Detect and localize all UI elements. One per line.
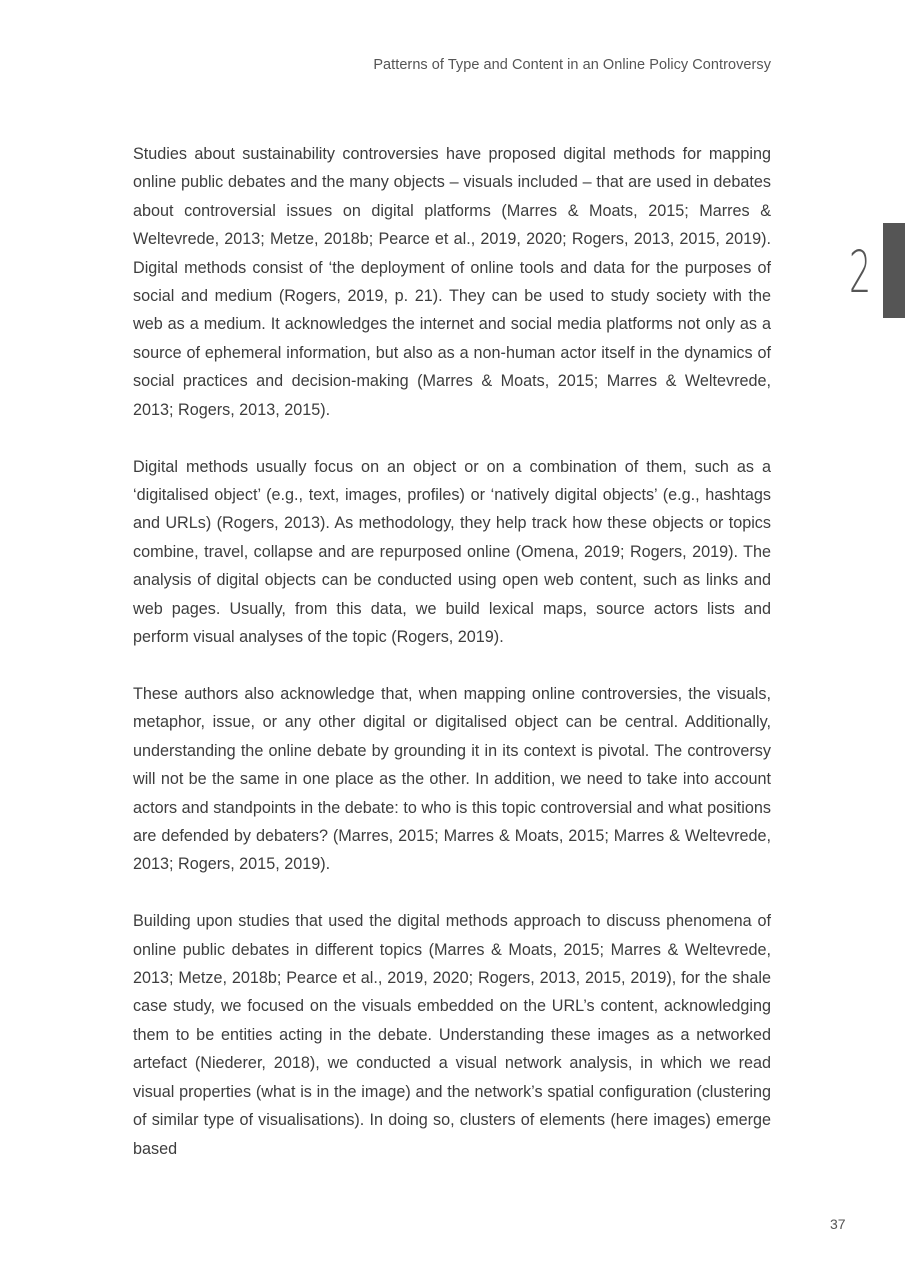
paragraph: Studies about sustainability controversies have proposed digital methods for mapping online public debates and the many objects – visuals included – that are used in debates about controversial issues on digital platforms (Marres & Moats, 2015; Marres & Weltevrede, 2013; Metze, 2018b; Pearce et al., 2019, 2020; Rogers, 2013, 2015, 2019). Digital methods consist of ‘the deployment of online tools and data for the purposes of social and medium (Rogers, 2019, p. 21). They can be used to study society with the web as a medium. It acknowledges the internet and social media platforms not only as a source of ephemeral information, but also as a non-human actor itself in the dynamics of social practices and decision-making (Marres & Moats, 2015; Marres & Weltevrede, 2013; Rogers, 2013, 2015). <box>133 145 771 419</box>
chapter-number: 2 <box>849 238 872 306</box>
body-text <box>133 140 771 1191</box>
paragraph: Building upon studies that used the digital methods approach to discuss phenomena of online public debates in different topics (Marres & Moats, 2015; Marres & Weltevrede, 2013; Metze, 2018b; Pearce et al., 2019, 2020; Rogers, 2013, 2015, 2019), for the shale case study, we focused on the visuals embedded on the URL’s content, acknowledging them to be entities acting in the debate. Understanding these images as a networked artefact (Niederer, 2018), we conducted a visual network analysis, in which we read visual properties (what is in the image) and the network’s spatial configuration (clustering of similar type of visualisations). In doing so, clusters of elements (here images) emerge based <box>133 912 771 1158</box>
running-header: Patterns of Type and Content in an Online Policy Controversy <box>373 57 771 73</box>
chapter-tab <box>883 223 905 318</box>
paragraph: Digital methods usually focus on an object or on a combination of them, such as a ‘digitalised object’ (e.g., text, images, profiles) or ‘natively digital objects’ (e.g., hashtags and URLs) (Rogers, 2013). As methodology, they help track how these objects or topics combine, travel, collapse and are repurposed online (Omena, 2019; Rogers, 2019). The analysis of digital objects can be conducted using open web content, such as links and web pages. Usually, from this data, we build lexical maps, source actors lists and perform visual analyses of the topic (Rogers, 2019). <box>133 457 771 646</box>
page-number: 37 <box>830 1216 846 1232</box>
paragraph: These authors also acknowledge that, when mapping online controversies, the visuals, metaphor, issue, or any other digital or digitalised object can be central. Additionally, understanding the online debate by grounding it in its context is pivotal. The controversy will not be the same in one place as the other. In addition, we need to take into account actors and standpoints in the debate: to who is this topic controversial and what positions are defended by debaters? (Marres, 2015; Marres & Moats, 2015; Marres & Weltevrede, 2013; Rogers, 2015, 2019). <box>133 684 771 874</box>
